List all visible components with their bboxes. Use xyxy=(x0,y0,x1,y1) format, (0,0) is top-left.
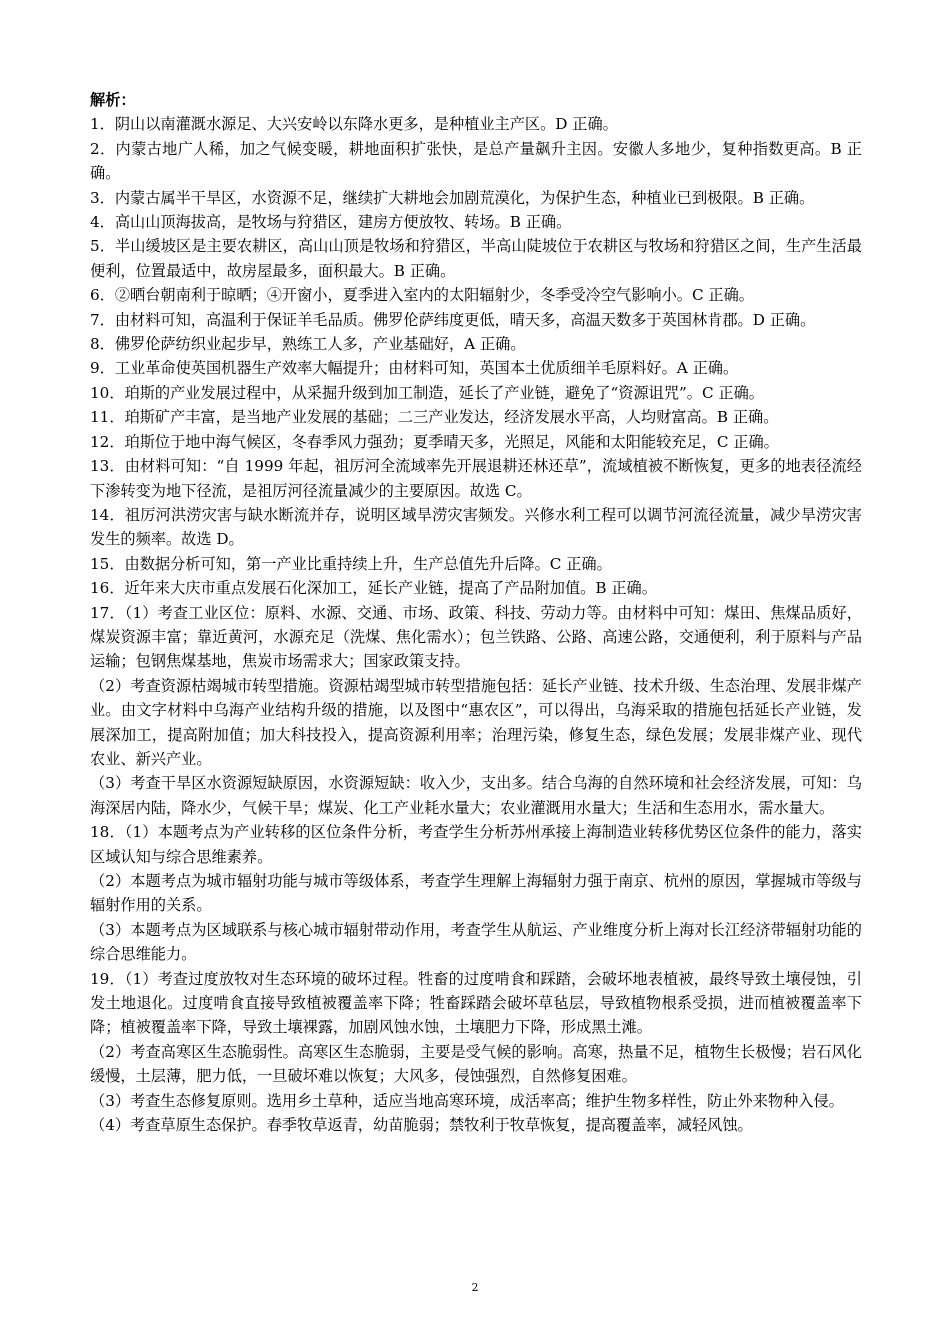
analysis-section xyxy=(90,88,862,1137)
answer-5: 5．半山缓坡区是主要农耕区，高山山顶是牧场和狩猎区，半高山陡坡位于农耕区与牧场和狩猎区之间，生产生活最便利，位置最适中，故房屋最多，面积最大。B 正确。 xyxy=(90,237,862,280)
answer-19-3: （3）考查生态修复原则。选用乡土草种，适应当地高寒环境，成活率高；维护生物多样性，防止外来物种入侵。 xyxy=(90,1091,844,1110)
answer-6: 6．②晒台朝南利于晾晒；④开窗小，夏季进入室内的太阳辐射少，冬季受冷空气影响小。C 正确。 xyxy=(90,286,754,305)
answer-18-1: 18．（1）本题考点为产业转移的区位条件分析，考查学生分析苏州承接上海制造业转移优势区位条件的能力，落实区域认知与综合思维素养。 xyxy=(90,823,862,866)
analysis-heading: 解析： xyxy=(90,91,136,109)
answer-15: 15．由数据分析可知，第一产业比重持续上升，生产总值先升后降。C 正确。 xyxy=(90,554,612,573)
answer-19-2: （2）考查高寒区生态脆弱性。高寒区生态脆弱，主要是受气候的影响。高寒，热量不足，植物生长极慢；岩石风化缓慢，土层薄，肥力低，一旦破坏难以恢复；大风多，侵蚀强烈，自然修复困难。 xyxy=(90,1042,862,1086)
answer-10: 10．珀斯的产业发展过程中，从采掘升级到加工制造，延长了产业链，避免了“资源诅咒”。C 正确。 xyxy=(90,383,764,402)
answer-1: 1．阴山以南灌溉水源足、大兴安岭以东降水更多，是种植业主产区。D 正确。 xyxy=(90,115,618,134)
answer-18-2: （2）本题考点为城市辐射功能与城市等级体系，考查学生理解上海辐射力强于南京、杭州的原因，掌握城市等级与辐射作用的关系。 xyxy=(90,872,862,915)
answer-2: 2．内蒙古地广人稀，加之气候变暖，耕地面积扩张快，是总产量飙升主因。安徽人多地少，复种指数更高。B 正确。 xyxy=(90,139,862,183)
answer-8: 8．佛罗伦萨纺织业起步早，熟练工人多，产业基础好，A 正确。 xyxy=(90,335,526,354)
answer-9: 9．工业革命使英国机器生产效率大幅提升；由材料可知，英国本土优质细羊毛原料好。A 正确。 xyxy=(90,359,739,378)
answer-12: 12．珀斯位于地中海气候区，冬春季风力强劲；夏季晴天多，光照足，风能和太阳能较充足，C 正确。 xyxy=(90,432,779,451)
answer-19-4: （4）考查草原生态保护。春季牧草返青，幼苗脆弱；禁牧利于牧草恢复，提高覆盖率，减轻风蚀。 xyxy=(90,1116,753,1135)
answer-17-3: （3）考查干旱区水资源短缺原因，水资源短缺：收入少，支出多。结合乌海的自然环境和社会经济发展，可知：乌海深居内陆，降水少，气候干旱；煤炭、化工产业耗水量大；农业灌溉用水量大；生活和生态用水，需水量大。 xyxy=(90,774,862,817)
answer-17-2: （2）考查资源枯竭城市转型措施。资源枯竭型城市转型措施包括：延长产业链、技术升级、生态治理、发展非煤产业。由文字材料中乌海产业结构升级的措施，以及图中“惠农区”，可以得出，乌海采取的措施包括延长产业链，发展深加工，提高附加值；加大科技投入，提高资源利用率；治理污染，修复生态，绿色发展；发展非煤产业、现代农业、新兴产业。 xyxy=(90,676,862,768)
answer-4: 4．高山山顶海拔高，是牧场与狩猎区，建房方便放牧、转场。B 正确。 xyxy=(90,213,572,232)
answer-18-3: （3）本题考点为区域联系与核心城市辐射带动作用，考查学生从航运、产业维度分析上海对长江经济带辐射功能的综合思维能力。 xyxy=(90,920,862,964)
answer-16: 16．近年来大庆市重点发展石化深加工，延长产业链，提高了产品附加值。B 正确。 xyxy=(90,579,657,598)
answer-7: 7．由材料可知，高温利于保证羊毛品质。佛罗伦萨纬度更低，晴天多，高温天数多于英国林肯郡。D 正确。 xyxy=(90,310,816,329)
answer-19-1: 19．（1）考查过度放牧对生态环境的破坏过程。牲畜的过度啃食和踩踏，会破坏地表植被，最终导致土壤侵蚀，引发土地退化。过度啃食直接导致植被覆盖率下降；牲畜踩踏会破坏草毡层，导致植物根系受损，进而植被覆盖率下降；植被覆盖率下降，导致土壤裸露，加剧风蚀水蚀，土壤肥力下降，形成黑土滩。 xyxy=(90,969,862,1037)
answer-11: 11．珀斯矿产丰富，是当地产业发展的基础；二三产业发达，经济发展水平高，人均财富高。B 正确。 xyxy=(90,408,779,427)
answer-13: 13．由材料可知：“自 1999 年起，祖厉河全流域率先开展退耕还林还草”，流域植被不断恢复，更多的地表径流经下渗转变为地下径流，是祖厉河径流量减少的主要原因。故选 C。 xyxy=(90,457,862,500)
answer-17-1: 17．（1）考查工业区位：原料、水源、交通、市场、政策、科技、劳动力等。由材料中可知：煤田、焦煤品质好，煤炭资源丰富；靠近黄河，水源充足（洗煤、焦化需水）；包兰铁路、公路、高速公路，交通便利，利于原料与产品运输；包钢焦煤基地，焦炭市场需求大；国家政策支持。 xyxy=(90,603,862,671)
answer-14: 14．祖厉河洪涝灾害与缺水断流并存，说明区域旱涝灾害频发。兴修水利工程可以调节河流径流量，减少旱涝灾害发生的频率。故选 D。 xyxy=(90,505,862,549)
answer-3: 3．内蒙古属半干旱区，水资源不足，继续扩大耕地会加剧荒漠化，为保护生态，种植业已到极限。B 正确。 xyxy=(90,188,815,207)
page-number: 2 xyxy=(471,1281,479,1294)
